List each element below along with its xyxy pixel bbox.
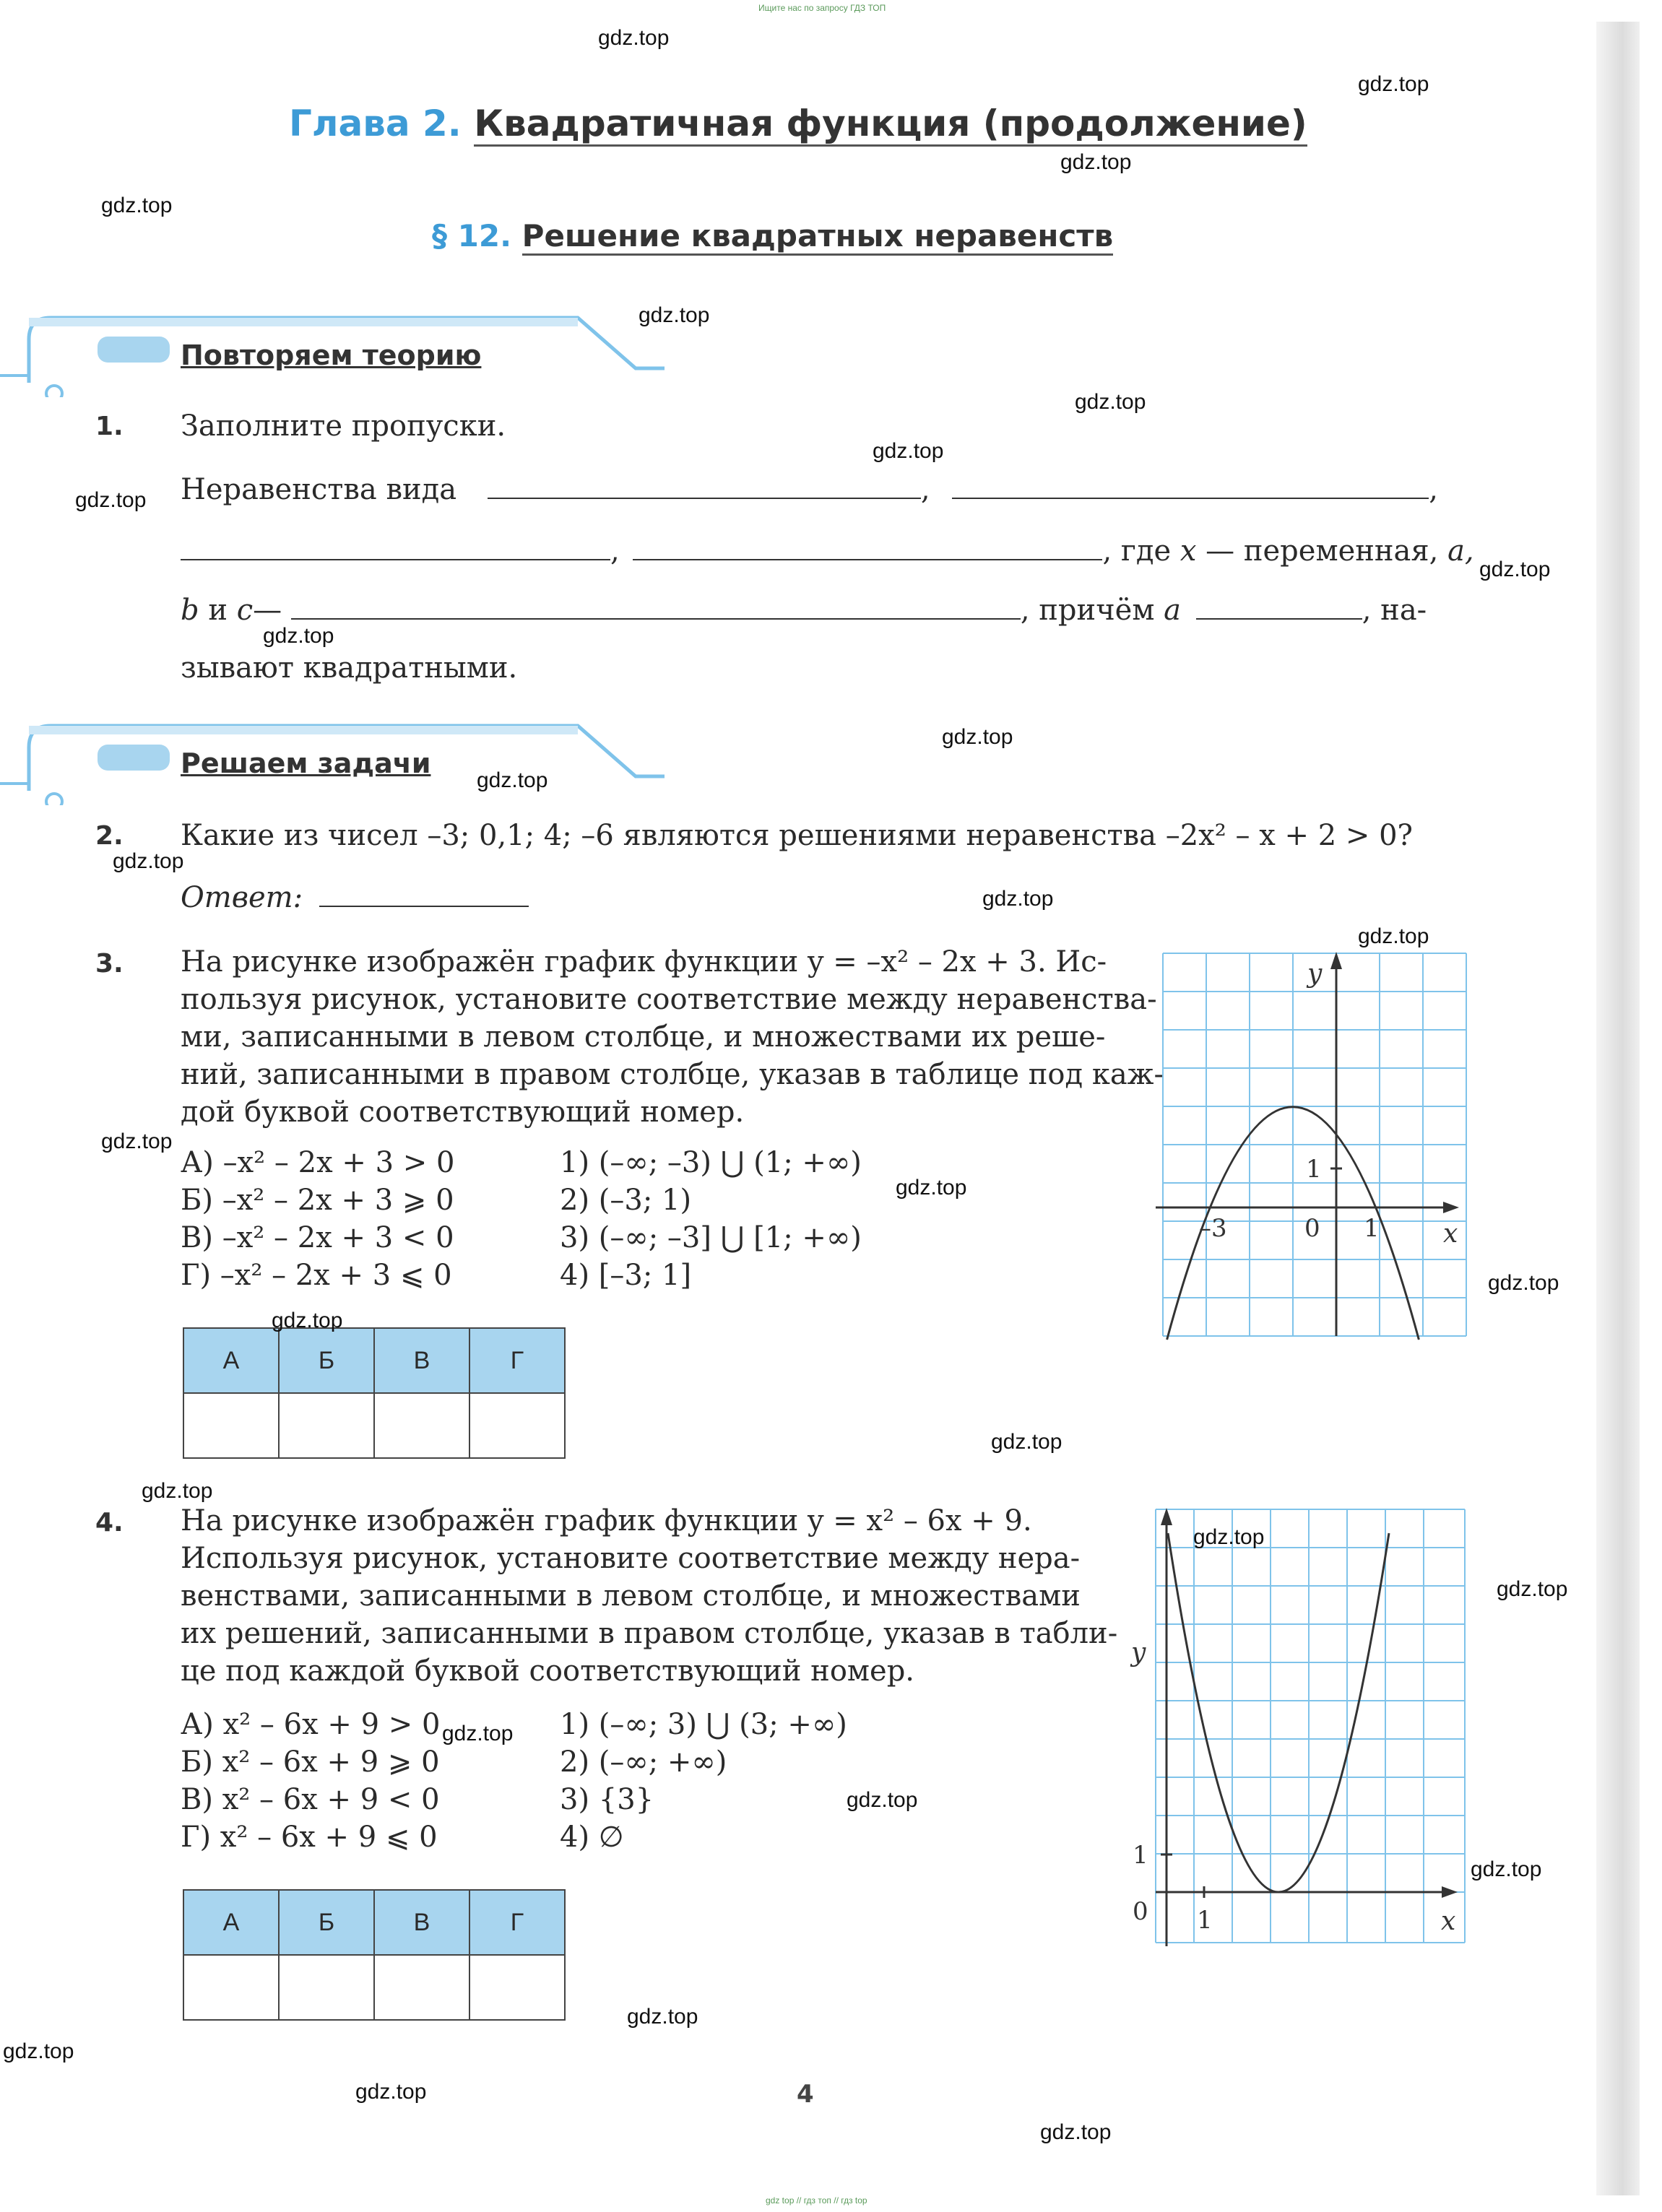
watermark: gdz.top — [1497, 1577, 1568, 1601]
task1-intro: Заполните пропуски. — [181, 409, 506, 443]
task4-line: На рисунке изображён график функции y = x² – 6x + 9. — [181, 1504, 1032, 1537]
watermark: gdz.top — [75, 488, 147, 512]
task4-line: Используя рисунок, установите соответствие между нера- — [181, 1542, 1081, 1575]
task4-solution-set: 3) {3} — [560, 1783, 654, 1816]
watermark: gdz.top — [598, 26, 670, 50]
task4-line: це под каждой буквой соответствующий номер. — [181, 1654, 915, 1688]
task3-header-cell: А — [183, 1328, 279, 1393]
task1-line4: зывают квадратными. — [181, 651, 518, 685]
watermark: gdz.top — [1040, 2120, 1112, 2144]
watermark: gdz.top — [991, 1430, 1062, 1454]
task1-blank-3[interactable] — [181, 534, 610, 560]
task4-graph-tick-0: 0 — [1133, 1897, 1148, 1926]
task2-answer-blank[interactable] — [319, 881, 529, 907]
task1-line2: , , где x — переменная, a, — [181, 534, 1474, 565]
task1-where: , где — [1102, 534, 1172, 568]
task4-solution-set: 4) ∅ — [560, 1821, 624, 1854]
watermark: gdz.top — [639, 303, 710, 327]
section-title-theory: Повторяем теорию — [181, 339, 482, 371]
header-note: Ищите нас по запросу ГДЗ ТОП — [758, 3, 886, 13]
task3-answer-cell[interactable] — [183, 1393, 279, 1458]
section-title-tasks: Решаем задачи — [181, 747, 431, 779]
watermark: gdz.top — [942, 725, 1013, 749]
task1-var-x: x — [1180, 534, 1197, 568]
task4-graph-tick-1x: 1 — [1197, 1906, 1213, 1935]
page-number: 4 — [797, 2080, 814, 2109]
task3-header-cell: Б — [279, 1328, 374, 1393]
task1-blank-4[interactable] — [633, 534, 1102, 560]
watermark: gdz.top — [1075, 390, 1146, 414]
footer-note: gdz top // гдз топ // гдз top — [766, 2195, 867, 2206]
task1-and: и — [208, 594, 228, 627]
task2-number: 2. — [95, 821, 124, 851]
task3-line: пользуя рисунок, установите соответствие между неравенства- — [181, 983, 1157, 1016]
watermark: gdz.top — [1488, 1271, 1559, 1295]
watermark: gdz.top — [896, 1176, 967, 1200]
task1-blank-2[interactable] — [952, 473, 1429, 499]
task4-graph-x-label: x — [1441, 1907, 1456, 1936]
task4-graph-tick-1y: 1 — [1133, 1841, 1148, 1870]
task3-solution-set: 1) (–∞; –3) ⋃ (1; +∞) — [560, 1146, 862, 1179]
task1-blank-5[interactable] — [291, 594, 1021, 620]
watermark: gdz.top — [1060, 150, 1132, 174]
page-edge — [1596, 22, 1640, 2195]
task1-blank-1[interactable] — [488, 473, 921, 499]
task3-answer-cell[interactable] — [469, 1393, 565, 1458]
watermark: gdz.top — [477, 768, 548, 792]
watermark: gdz.top — [847, 1788, 918, 1812]
task4-inequality: А) x² – 6x + 9 > 0 — [181, 1708, 441, 1741]
task3-line: ний, записанными в правом столбце, указав в таблице под каж- — [181, 1058, 1164, 1091]
watermark: gdz.top — [1358, 72, 1429, 96]
chapter-title — [289, 103, 1307, 144]
chapter-name: Квадратичная функция (продолжение) — [474, 103, 1307, 147]
task4-inequality: Г) x² – 6x + 9 ⩽ 0 — [181, 1821, 438, 1854]
watermark: gdz.top — [272, 1309, 343, 1332]
task3-answer-cell[interactable] — [374, 1393, 469, 1458]
paragraph-title — [432, 218, 1113, 253]
task4-header-cell: В — [374, 1890, 469, 1955]
watermark: gdz.top — [1479, 558, 1551, 581]
task3-graph-tick-1y: 1 — [1306, 1155, 1322, 1184]
task4-inequality: В) x² – 6x + 9 < 0 — [181, 1783, 440, 1816]
task3-answer-cell[interactable] — [279, 1393, 374, 1458]
task3-graph-tick-m3: –3 — [1199, 1214, 1227, 1243]
task4-header-cell: Б — [279, 1890, 374, 1955]
task4-answer-cell[interactable] — [183, 1955, 279, 2020]
watermark: gdz.top — [442, 1722, 514, 1745]
task2-answer-label: Ответ: — [181, 881, 303, 914]
task3-header-cell: В — [374, 1328, 469, 1393]
watermark: gdz.top — [101, 194, 173, 217]
task2-answer — [181, 881, 529, 912]
task3-solution-set: 2) (–3; 1) — [560, 1184, 692, 1217]
task3-right-column — [560, 1144, 862, 1294]
watermark: gdz.top — [142, 1479, 213, 1503]
task4-answer-cell[interactable] — [469, 1955, 565, 2020]
task1-number: 1. — [95, 412, 124, 441]
chapter-number: Глава 2. — [289, 103, 462, 144]
task3-solution-set: 3) (–∞; –3] ⋃ [1; +∞) — [560, 1221, 862, 1254]
task3-answer-table — [183, 1327, 566, 1459]
task3-inequality: Г) –x² – 2x + 3 ⩽ 0 — [181, 1259, 452, 1292]
task1-line3 — [181, 594, 1427, 625]
task3-inequality: А) –x² – 2x + 3 > 0 — [181, 1146, 455, 1179]
task1-line1: Неравенства вида , , — [181, 473, 1439, 506]
task4-line: венствами, записанными в левом столбце, и множествами — [181, 1579, 1081, 1613]
task4-header-cell: Г — [469, 1890, 565, 1955]
watermark: gdz.top — [627, 2005, 698, 2029]
task3-line: На рисунке изображён график функции y = –x² – 2x + 3. Ис- — [181, 945, 1107, 979]
task2-text: Какие из чисел –3; 0,1; 4; –6 являются решениями неравенства –2x² – x + 2 > 0? — [181, 819, 1413, 852]
watermark: gdz.top — [982, 887, 1054, 911]
watermark: gdz.top — [113, 849, 184, 873]
task4-inequality: Б) x² – 6x + 9 ⩾ 0 — [181, 1745, 440, 1779]
task3-graph-tick-1x: 1 — [1364, 1214, 1380, 1243]
task1-var-a: a, — [1447, 534, 1474, 568]
task1-var-a2: a — [1164, 594, 1182, 627]
watermark: gdz.top — [873, 439, 944, 463]
watermark: gdz.top — [1193, 1525, 1265, 1549]
task4-solution-set: 2) (–∞; +∞) — [560, 1745, 727, 1779]
task4-answer-table — [183, 1889, 566, 2021]
task4-answer-cell[interactable] — [279, 1955, 374, 2020]
task3-inequality: В) –x² – 2x + 3 < 0 — [181, 1221, 454, 1254]
watermark: gdz.top — [1358, 924, 1429, 948]
task3-inequality: Б) –x² – 2x + 3 ⩾ 0 — [181, 1184, 454, 1217]
paragraph-number: § 12. — [432, 218, 512, 253]
task3-left-column — [181, 1144, 454, 1294]
task1-hyphen: , на- — [1362, 594, 1427, 627]
task1-dash: — — [253, 594, 282, 627]
paragraph-name: Решение квадратных неравенств — [522, 218, 1114, 256]
task4-solution-set: 1) (–∞; 3) ⋃ (3; +∞) — [560, 1708, 847, 1741]
task1-moreover: , причём — [1020, 594, 1155, 627]
task4-graph — [1112, 1502, 1473, 1950]
watermark: gdz.top — [1471, 1857, 1542, 1881]
task1-line1-text: Неравенства вида — [181, 473, 457, 506]
watermark: gdz.top — [355, 2080, 427, 2104]
task1-blank-6[interactable] — [1196, 594, 1362, 620]
task3-header-cell: Г — [469, 1328, 565, 1393]
task3-solution-set: 4) [–3; 1] — [560, 1259, 692, 1292]
task3-graph-y-label: y — [1307, 959, 1323, 989]
task3-line: ми, записанными в левом столбце, и множествами их реше- — [181, 1020, 1106, 1054]
task3-line: дой буквой соответствующий номер. — [181, 1096, 745, 1129]
task3-graph-x-label: x — [1443, 1219, 1458, 1249]
task4-number: 4. — [95, 1508, 124, 1537]
watermark: gdz.top — [3, 2039, 74, 2063]
task4-statement — [181, 1502, 1117, 1690]
task3-graph-tick-0: 0 — [1304, 1214, 1320, 1243]
task4-right-column — [560, 1706, 847, 1856]
task4-graph-y-label: y — [1131, 1638, 1146, 1667]
task3-number: 3. — [95, 949, 124, 979]
task1-var-b: b — [181, 594, 199, 627]
task1-var-c: c — [236, 594, 254, 627]
task3-statement — [181, 943, 1164, 1131]
watermark: gdz.top — [263, 624, 334, 648]
task4-answer-cell[interactable] — [374, 1955, 469, 2020]
task4-left-column — [181, 1706, 440, 1856]
task1-variable-text: — переменная, — [1206, 534, 1439, 568]
task3-graph — [1156, 946, 1473, 1343]
task4-header-cell: А — [183, 1890, 279, 1955]
task4-line: их решений, записанными в правом столбце, указав в табли- — [181, 1617, 1118, 1650]
watermark: gdz.top — [101, 1129, 173, 1153]
